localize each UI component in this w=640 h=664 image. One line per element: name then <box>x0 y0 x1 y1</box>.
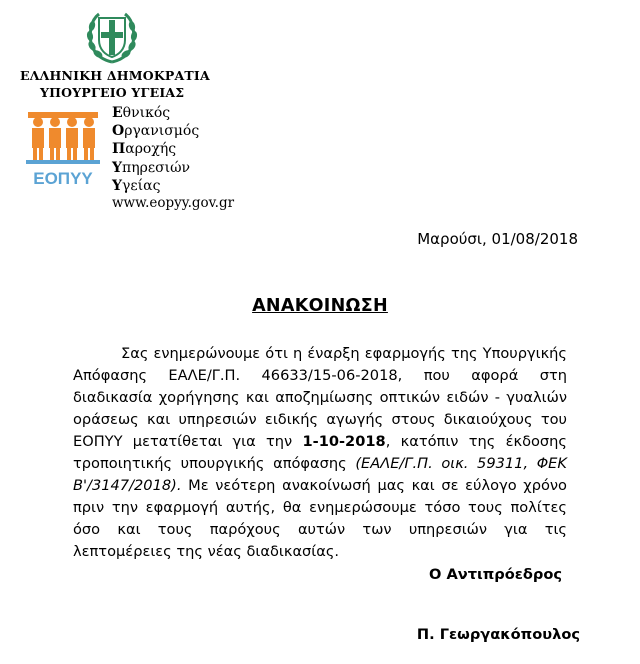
place-date: Μαρούσι, 01/08/2018 <box>417 230 578 248</box>
decision-reference: (ΕΑΛΕ/Γ.Π. οικ. 59311, ΦΕΚ Β'/3147/2018). <box>73 455 567 494</box>
ministry-heading: ΥΠΟΥΡΓΕΙΟ ΥΓΕΙΑΣ <box>40 85 185 100</box>
org-line: Εθνικός <box>112 105 171 121</box>
body-text: Σας ενημερώνουμε ότι η έναρξη εφαρμογής της Υπουργικής Απόφασης ΕΑΛΕ/Γ.Π. 46633/15-06-2018, που αφορά στη διαδικασία χορήγησης και αποζημίωσης οπτικών ειδών - γυαλιών οράσεως και υπηρεσιών ειδικής αγωγής στους δικαιούχους του ΕΟΠΥΥ μετατίθεται για την <box>73 345 567 450</box>
effective-date: 1-10-2018 <box>302 433 386 450</box>
signatory-role: Ο Αντιπρόεδρος <box>428 566 562 583</box>
republic-heading: ΕΛΛΗΝΙΚΗ ΔΗΜΟΚΡΑΤΙΑ <box>20 68 210 83</box>
eopyy-logo <box>22 108 104 188</box>
announcement-title: ΑΝΑΚΟΙΝΩΣΗ <box>252 296 388 316</box>
organization-name <box>112 104 199 195</box>
body-text: Με νεότερη ανακοίνωσή μας και σε εύλογο χρόνο πριν την εφαρμογή αυτής, θα ενημερώσουμε τόσο τους πολίτες όσο και τους παρόχους αυτών των υπηρεσιών για τις λεπτομέρειες της νέας διαδικασίας. <box>73 477 567 560</box>
greek-coat-of-arms-icon <box>86 8 138 66</box>
website-link[interactable]: www.eopyy.gov.gr <box>112 195 235 211</box>
org-line: Οργανισμός <box>112 123 200 140</box>
org-line: Παροχής <box>112 141 177 158</box>
signatory-name: Π. Γεωργακόπουλος <box>416 626 580 643</box>
logo-text: ΕΟΠΥΥ <box>33 169 93 188</box>
org-line: Υπηρεσιών <box>112 159 191 176</box>
org-line: Υγείας <box>112 177 161 194</box>
announcement-body <box>73 343 567 563</box>
body-text: , κατόπιν της έκδοσης τροποιητικής υπουργικής απόφασης <box>73 433 567 472</box>
